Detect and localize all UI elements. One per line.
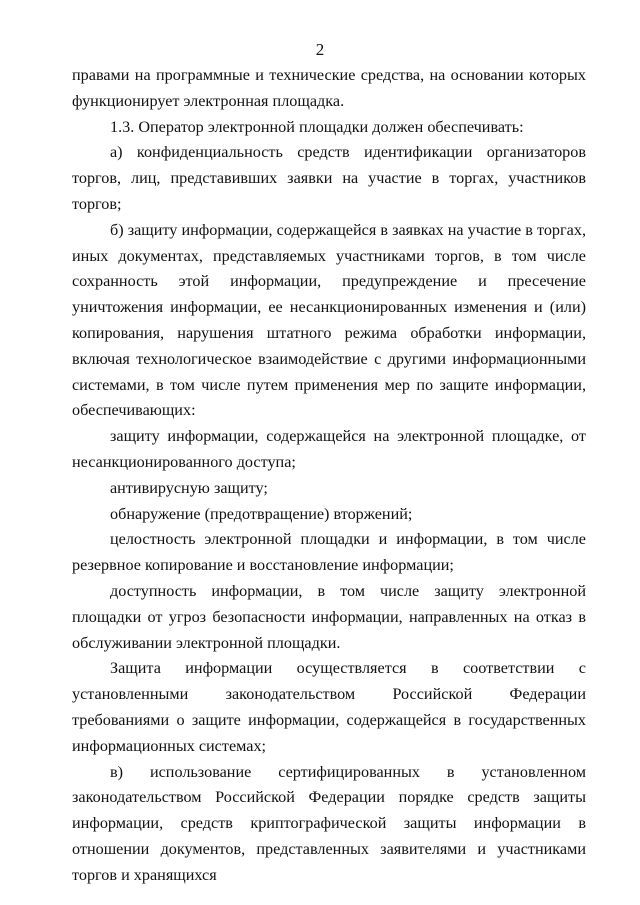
paragraph-measure-access: защиту информации, содержащейся на электронной площадке, от несанкционированного доступа; [72, 427, 586, 471]
paragraph-item-v: в) использование сертифицированных в установленном законодательством Российской Федерации порядке средств защиты информации, средств криптографической защиты информации в отношении документов, представленных заявителями и участниками торгов и хранящихся [72, 762, 586, 884]
paragraph-protection-requirements: Защита информации осуществляется в соответствии с установленными законодательством Российской Федерации требованиями о защите информации, содержащейся в государственных информационных системах; [72, 659, 586, 755]
paragraph-measure-integrity: целостность электронной площадки и информации, в том числе резервное копирование и восстановление информации; [72, 530, 586, 575]
paragraph-continuation: правами на программные и технические средства, на основании которых функционирует электронная площадка. [72, 66, 586, 110]
paragraph-measure-intrusion: обнаружение (предотвращение) вторжений; [110, 504, 413, 523]
document-body [72, 63, 586, 889]
paragraph-section-1-3: 1.3. Оператор электронной площадки должен обеспечивать: [110, 117, 524, 136]
paragraph-measure-availability: доступность информации, в том числе защиту электронной площадки от угроз безопасности информации, направленных на отказ в обслуживании электронной площадки. [72, 581, 586, 652]
paragraph-measure-antivirus: антивирусную защиту; [110, 478, 268, 497]
paragraph-item-a: а) конфиденциальность средств идентификации организаторов торгов, лиц, представивших заявки на участие в торгах, участников торгов; [72, 143, 586, 213]
paragraph-item-b: б) защиту информации, содержащейся в заявках на участие в торгах, иных документах, представляемых участниками торгов, в том числе сохранность этой информации, предупреждение и пресечение уничтожения информации, ее несанкционированных изменения и (или) копирования, нарушения штатного режима обработки информации, включая технологическое взаимодействие с другими информационными системами, в том числе путем применения мер по защите информации, обеспечивающих: [72, 220, 586, 420]
page-number: 2 [315, 40, 325, 59]
